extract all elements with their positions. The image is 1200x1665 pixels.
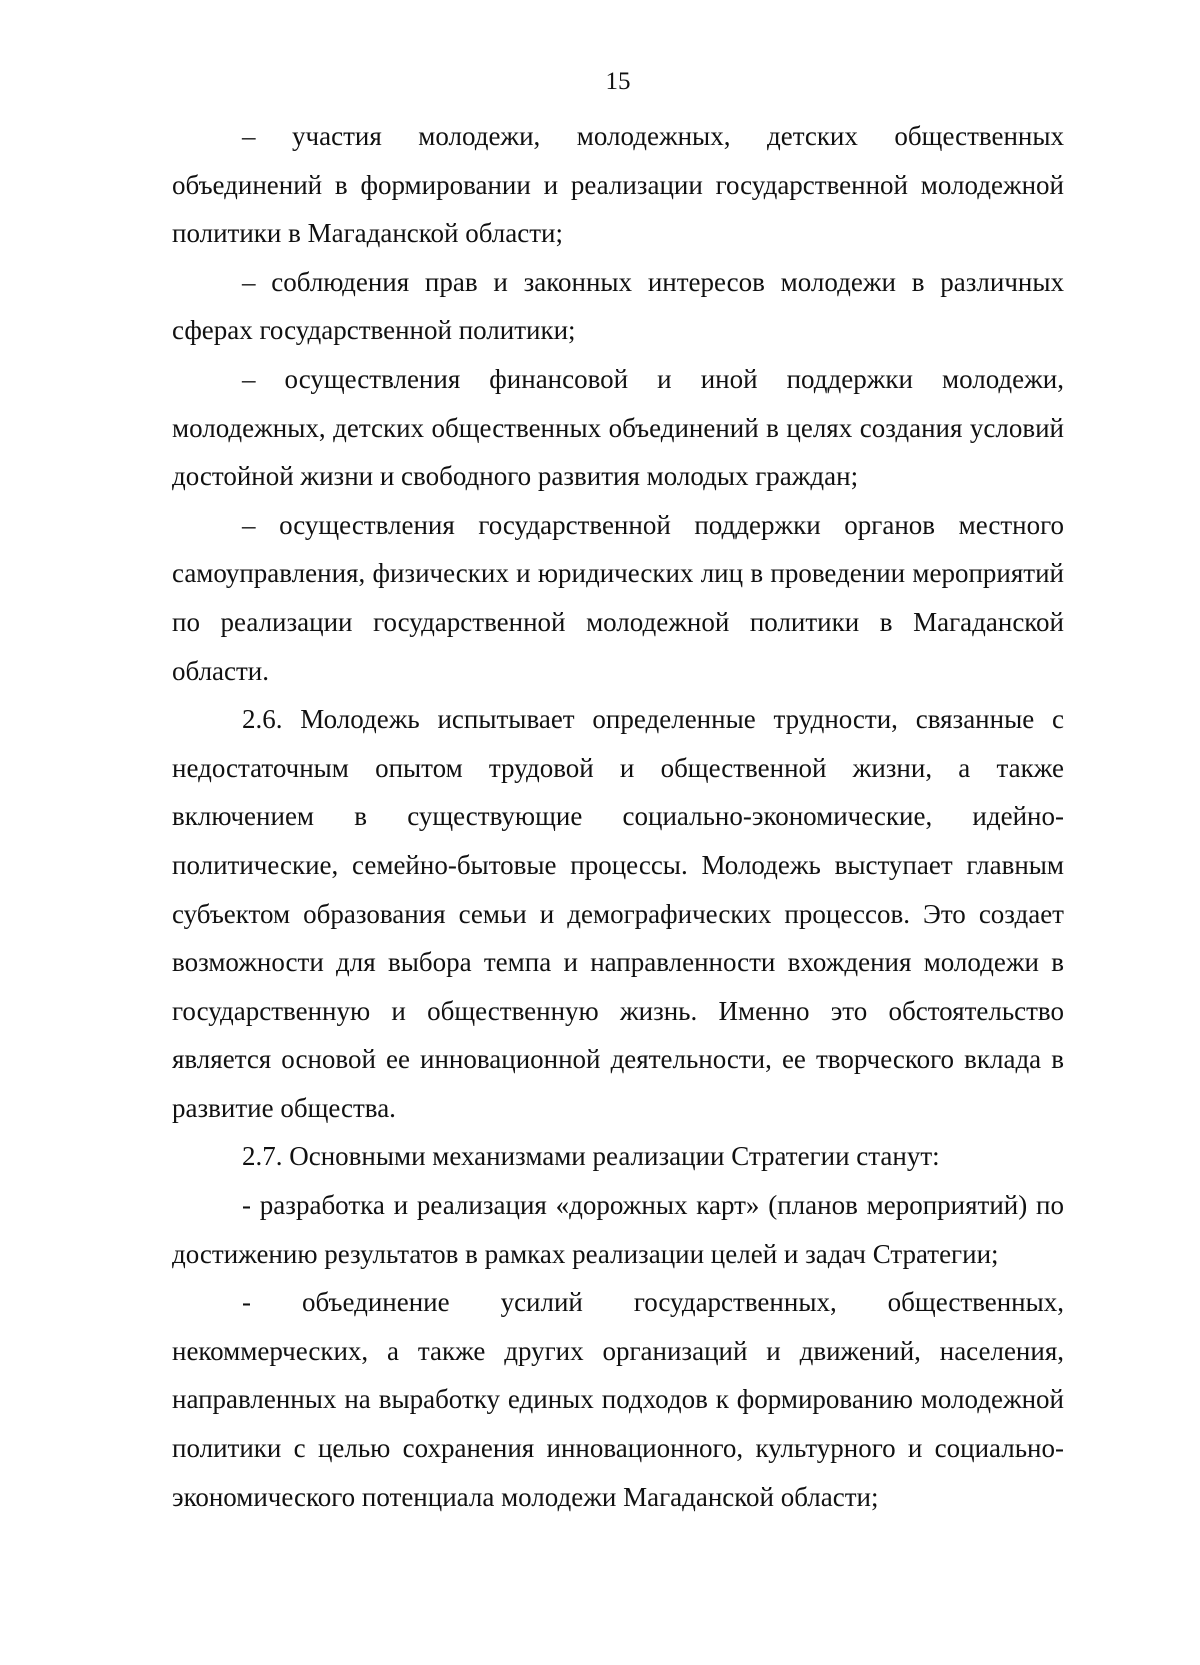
paragraph-joint-efforts: - объединение усилий государственных, общественных, некоммерческих, а также других организаций и движений, населения, направленных на выработку единых подходов к формированию молодежной политики с целью сохранения инновационного, культурного и социально-экономического потенциала молодежи Магаданской области; xyxy=(172,1287,1064,1512)
paragraph-section-2-7: 2.7. Основными механизмами реализации Стратегии станут: xyxy=(242,1141,940,1172)
paragraph-financial-support: – осуществления финансовой и иной поддержки молодежи, молодежных, детских общественных объединений в целях создания условий достойной жизни и свободного развития молодых граждан; xyxy=(172,363,1064,492)
paragraph-rights-observance: – соблюдения прав и законных интересов молодежи в различных сферах государственной политики; xyxy=(172,266,1064,346)
paragraph-state-support: – осуществления государственной поддержки органов местного самоуправления, физических и юридических лиц в проведении мероприятий по реализации государственной молодежной политики в Магаданской области. xyxy=(172,509,1064,686)
page-number: 15 xyxy=(605,68,631,95)
paragraph-roadmaps: - разработка и реализация «дорожных карт» (планов мероприятий) по достижению результатов в рамках реализации целей и задач Стратегии; xyxy=(172,1190,1064,1269)
paragraph-section-2-6: 2.6. Молодежь испытывает определенные трудности, связанные с недостаточным опытом трудовой и общественной жизни, а также включением в существующие социально-экономические, идейно-политические, семейно-бытовые процессы. Молодежь выступает главным субъектом образования семьи и демографических процессов. Это создает возможности для выбора темпа и направленности вхождения молодежи в государственную и общественную жизнь. Именно это обстоятельство является основой ее инновационной деятельности, ее творческого вклада в развитие общества. xyxy=(172,704,1064,1123)
paragraph-youth-participation: – участия молодежи, молодежных, детских общественных объединений в формировании и реализации государственной молодежной политики в Магаданской области; xyxy=(172,121,1064,249)
document-body xyxy=(172,112,1064,1521)
